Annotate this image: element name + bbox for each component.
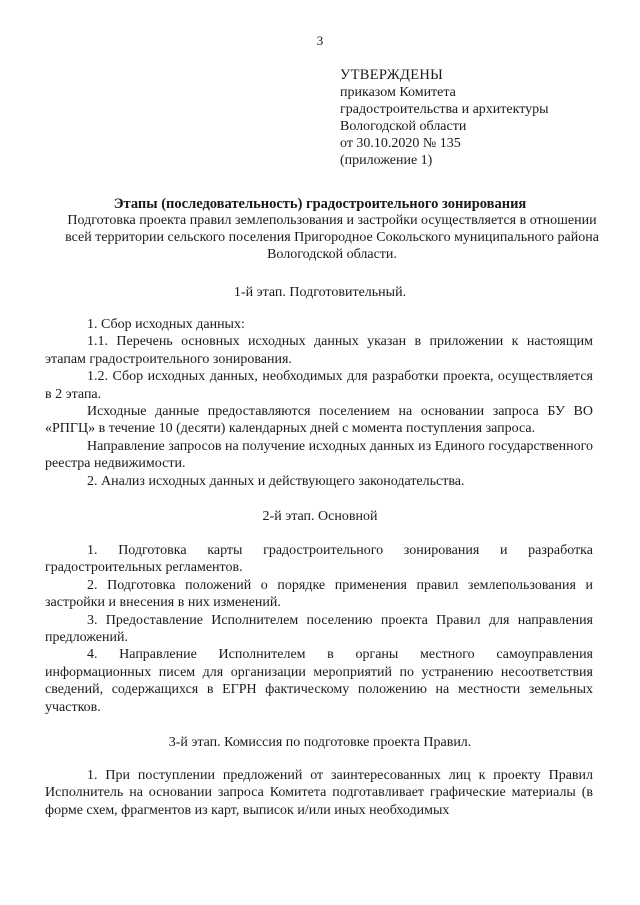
intro-paragraph: Подготовка проекта правил землепользования и застройки осуществляется в отношении всей территории сельского поселения Пригородное Сокольского муниципального района Вологодской области. <box>65 213 599 262</box>
paragraph: 2. Подготовка положений о порядке применения правил землепользования и застройки и внесения в них изменений. <box>45 577 593 611</box>
page-number: 3 <box>316 33 324 48</box>
stage-2-heading: 2-й этап. Основной <box>262 509 378 524</box>
stage-3-heading: 3-й этап. Комиссия по подготовке проекта Правил. <box>168 735 472 750</box>
stage-1-heading: 1-й этап. Подготовительный. <box>233 285 407 300</box>
paragraph: 1. Подготовка карты градостроительного зонирования и разработка градостроительных регламентов. <box>45 543 593 576</box>
stage-3-body <box>45 767 593 819</box>
paragraph: 4. Направление Исполнителем в органы местного самоуправления информационных писем для организации мероприятий по устранению несоответствия сведений, содержащихся в ЕГРН фактическому положению на местности земельных участков. <box>45 647 593 715</box>
approval-heading: УТВЕРЖДЕНЫ <box>340 67 444 83</box>
stage-2-body <box>45 542 593 716</box>
paragraph: 1. Сбор исходных данных: <box>87 317 245 332</box>
document-title: Этапы (последовательность) градостроительного зонирования <box>113 196 527 212</box>
paragraph: Направление запросов на получение исходных данных из Единого государственного реестра недвижимости. <box>45 438 593 472</box>
approval-line: от 30.10.2020 № 135 <box>340 136 461 151</box>
approval-line: градостроительства и архитектуры <box>340 102 549 117</box>
approval-line: Вологодской области <box>340 119 467 134</box>
paragraph: 3. Предоставление Исполнителем поселению проекта Правил для направления предложений. <box>45 612 593 646</box>
approval-line: (приложение 1) <box>340 153 433 168</box>
paragraph: 2. Анализ исходных данных и действующего законодательства. <box>87 473 465 489</box>
stage-1-body <box>45 316 593 490</box>
paragraph: 1. При поступлении предложений от заинтересованных лиц к проекту Правил Исполнитель на основании запроса Комитета подготавливает графические материалы (в форме схем, фрагментов из карт, выписок и/или иных необходимых <box>45 768 593 818</box>
paragraph: 1.1. Перечень основных исходных данных указан в приложении к настоящим этапам градостроительного зонирования. <box>45 334 593 367</box>
paragraph: Исходные данные предоставляются поселением на основании запроса БУ ВО «РПГЦ» в течение 10 (десяти) календарных дней с момента поступления запроса. <box>45 404 593 437</box>
paragraph: 1.2. Сбор исходных данных, необходимых для разработки проекта, осуществляется в 2 этапа. <box>45 369 593 402</box>
approval-block <box>340 67 549 169</box>
approval-line: приказом Комитета <box>340 85 456 100</box>
